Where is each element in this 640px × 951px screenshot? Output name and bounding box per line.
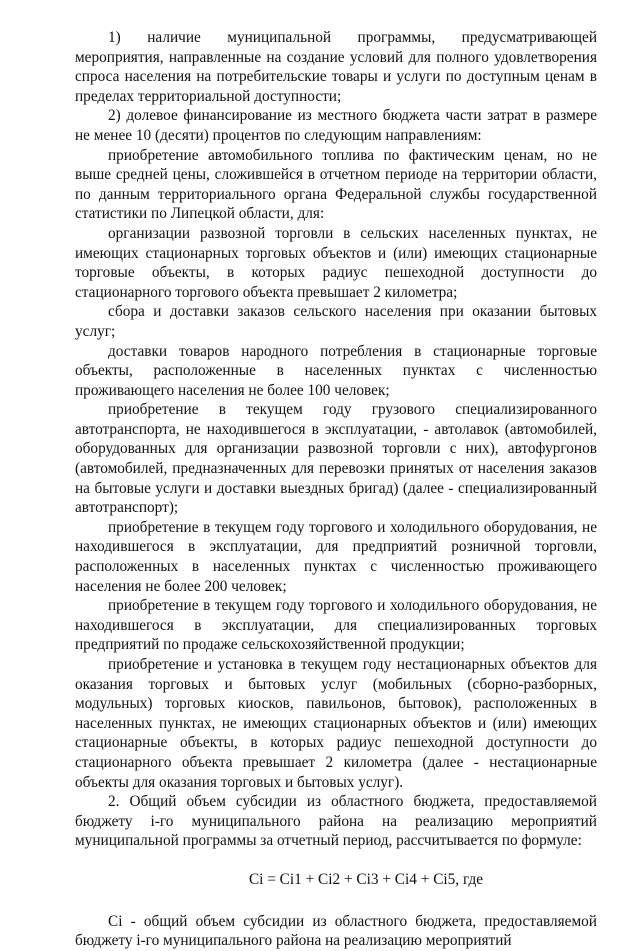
paragraph-retail-equipment: приобретение в текущем году торгового и холодильного оборудования, не находившегося в эксплуатации, для предприятий розничной торговли, расположенных в населенных пунктах с численностью проживающего населения не более 200 человек; [75,518,597,595]
paragraph-nonstationary-objects: приобретение и установка в текущем году нестационарных объектов для оказания торговых и бытовых услуг (мобильных (сборно-разборных, модульных) торговых киосков, павильонов, бытовок), расположенных в населенных пунктах, не имеющих стационарных объектов и (или) имеющих стационарные объекты, в которых радиус пешеходной доступности до стационарного объекта превышает 2 километра (далее - нестационарные объекты для оказания торговых и бытовых услуг). [75,656,597,791]
document-page [75,28,597,951]
paragraph-ci-definition: Ci - общий объем субсидии из областного бюджета, предоставляемой бюджету i-го муниципального района на реализацию мероприятий [75,912,597,950]
paragraph-mobile-trade: организации развозной торговли в сельских населенных пунктах, не имеющих стационарных торговых объектов и (или) имеющих стационарные торговые объекты, в которых радиус пешеходной доступности до стационарного торгового объекта превышает 2 километра; [75,224,597,301]
paragraph-order-collection: сбора и доставки заказов сельского населения при оказании бытовых услуг; [75,303,597,340]
paragraph-agri-equipment: приобретение в текущем году торгового и холодильного оборудования, не находившегося в эксплуатации, для специализированных торговых предприятий по продаже сельскохозяйственной продукции; [75,597,597,654]
paragraph-special-vehicles: приобретение в текущем году грузового специализированного автотранспорта, не находившегося в эксплуатации, - автолавок (автомобилей, оборудованных для организации развозной торговли с них), автофургонов (автомобилей, предназначенных для перевозки принятых от населения заказов на бытовые услуги и доставки выездных бригад) (далее - специализированный автотранспорт); [75,401,597,517]
paragraph-cofinancing: 2) долевое финансирование из местного бюджета части затрат в размере не менее 10 (десяти) процентов по следующим направлениям: [75,107,597,144]
paragraph-fuel-purchase: приобретение автомобильного топлива по фактическим ценам, но не выше средней цены, сложившейся в отчетном периоде на территории области, по данным территориального органа Федеральной службы государственной статистики по Липецкой области, для: [75,146,597,223]
paragraph-subsidy-total: 2. Общий объем субсидии из областного бюджета, предоставляемой бюджету i-го муниципального района на реализацию мероприятий муниципальной программы за отчетный период, рассчитывается по формуле: [75,793,597,850]
paragraph-goods-delivery: доставки товаров народного потребления в стационарные торговые объекты, расположенные в населенных пунктах с численностью проживающего населения не более 100 человек; [75,342,597,399]
paragraph-municipal-program: 1) наличие муниципальной программы, предусматривающей мероприятия, направленные на создание условий для полного удовлетворения спроса населения на потребительские товары и услуги по доступным ценам в пределах территориальной доступности; [75,29,597,105]
subsidy-formula: Ci = Ci1 + Ci2 + Ci3 + Ci4 + Ci5, где [248,870,484,888]
